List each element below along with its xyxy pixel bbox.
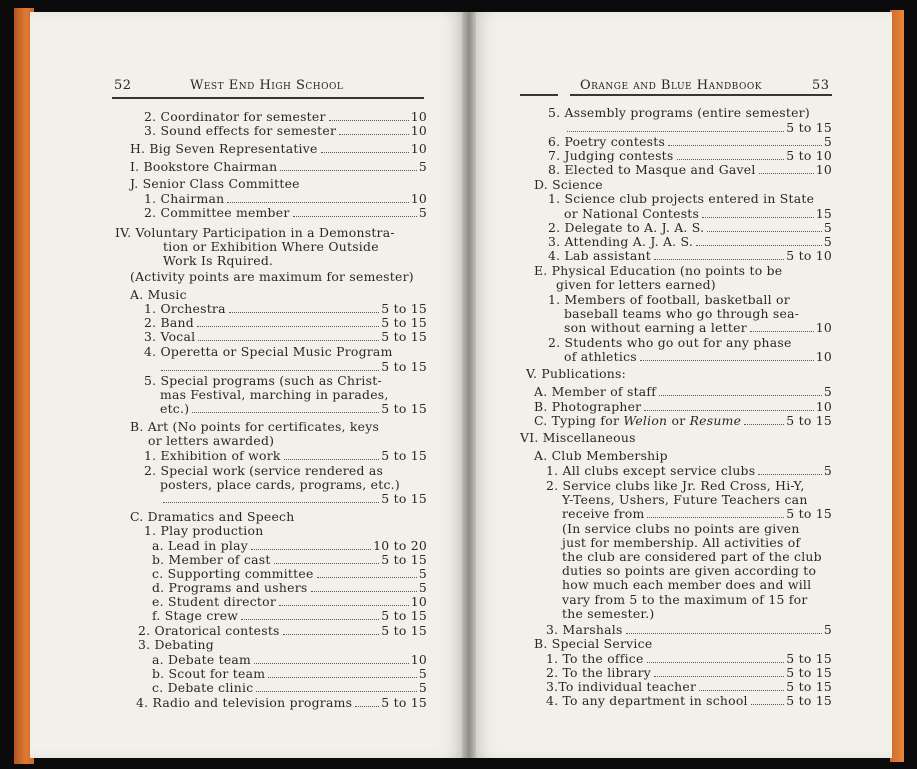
list-item: B. Special Service	[534, 636, 653, 651]
list-item: a. Debate team 10	[152, 652, 427, 667]
section-heading: tion or Exhibition Where Outside	[163, 239, 379, 254]
list-item: 1. Exhibition of work 5 to 15	[144, 448, 427, 463]
list-item: baseball teams who go through sea-	[564, 306, 800, 321]
list-item: C. Dramatics and Speech	[130, 509, 295, 524]
list-item: D. Science	[534, 177, 603, 192]
list-item: 4. Radio and television programs 5 to 15	[136, 695, 427, 710]
list-item: mas Festival, marching in parades,	[160, 387, 389, 402]
list-item: posters, place cards, programs, etc.)	[160, 477, 400, 492]
list-item: Y-Teens, Ushers, Future Teachers can	[562, 492, 808, 507]
right-running-head: Orange and Blue Handbook	[580, 78, 762, 93]
list-item: 2. Coordinator for semester 10	[144, 109, 427, 124]
list-item: b. Member of cast 5 to 15	[152, 552, 427, 567]
list-item: a. Lead in play 10 to 20	[152, 538, 427, 553]
list-item: d. Programs and ushers 5	[152, 580, 427, 595]
section-heading: IV. Voluntary Participation in a Demonstra-	[115, 225, 395, 240]
list-item: B. Photographer 10	[534, 399, 832, 414]
list-item: 3. Debating	[138, 637, 214, 652]
list-item: A. Club Membership	[534, 448, 668, 463]
list-item: 1. Science club projects entered in State	[548, 191, 815, 206]
list-item: 1. Play production	[144, 523, 264, 538]
list-item: 1. Chairman 10	[144, 191, 427, 206]
list-item: 1. All clubs except service clubs 5	[546, 463, 832, 478]
list-item: 7. Judging contests 5 to 10	[548, 148, 832, 163]
list-item: 3. Marshals 5	[546, 622, 832, 637]
list-item: 8. Elected to Masque and Gavel 10	[548, 162, 832, 177]
note-text: just for membership. All activities of	[562, 535, 801, 550]
list-item: c. Supporting committee 5	[152, 566, 427, 581]
list-item: 2. Service clubs like Jr. Red Cross, Hi-Y,	[546, 478, 805, 493]
list-item: son without earning a letter 10	[564, 320, 832, 335]
list-item: 4. Lab assistant 5 to 10	[548, 248, 832, 263]
list-item: 3. Attending A. J. A. S. 5	[548, 234, 832, 249]
left-page-number: 52	[114, 78, 132, 93]
list-item: c. Debate clinic 5	[152, 680, 427, 695]
list-item: or letters awarded)	[148, 433, 275, 448]
list-item: f. Stage crew 5 to 15	[152, 608, 427, 623]
list-item: C. Typing for Welion or Resume 5 to 15	[534, 413, 832, 428]
note-text: (In service clubs no points are given	[562, 521, 800, 536]
list-item: given for letters earned)	[556, 277, 716, 292]
note-text: (Activity points are maximum for semester)	[130, 269, 414, 284]
list-item: 1. Members of football, basketball or	[548, 292, 790, 307]
section-heading: Work Is Rquired.	[163, 253, 274, 268]
note-text: the semester.)	[562, 606, 655, 621]
right-header-rule	[570, 94, 832, 96]
note-text: the club are considered part of the club	[562, 549, 822, 564]
list-item: 1. Orchestra 5 to 15	[144, 301, 427, 316]
list-item: 2. Special work (service rendered as	[144, 463, 384, 478]
list-item: 4. To any department in school 5 to 15	[546, 693, 832, 708]
list-item: B. Art (No points for certificates, keys	[130, 419, 380, 434]
list-item: 5 to 15	[564, 121, 832, 135]
note-text: duties so points are given according to	[562, 563, 817, 578]
right-page-number: 53	[812, 78, 830, 93]
list-item: 5. Special programs (such as Christ-	[144, 373, 382, 388]
list-item: 5. Assembly programs (entire semester)	[548, 105, 810, 120]
list-item: A. Music	[130, 287, 187, 302]
list-item: 5 to 15	[160, 492, 427, 506]
list-item: J. Senior Class Committee	[130, 176, 300, 191]
list-item: 2. Band 5 to 15	[144, 315, 427, 330]
left-header-rule	[112, 97, 424, 99]
list-item: 2. Committee member 5	[144, 205, 427, 220]
list-item: 2. Students who go out for any phase	[548, 335, 792, 350]
list-item: 2. Delegate to A. J. A. S. 5	[548, 220, 832, 235]
list-item: b. Scout for team 5	[152, 666, 427, 681]
list-item: 6. Poetry contests 5	[548, 134, 832, 149]
list-item: or National Contests 15	[564, 206, 832, 221]
list-item: 2. Oratorical contests 5 to 15	[138, 623, 427, 638]
list-item: I. Bookstore Chairman 5	[130, 159, 427, 174]
list-item: 3.To individual teacher 5 to 15	[546, 679, 832, 694]
list-item: A. Member of staff 5	[534, 384, 832, 399]
left-running-head: West End High School	[190, 78, 344, 93]
list-item: E. Physical Education (no points to be	[534, 263, 783, 278]
note-text: how much each member does and will	[562, 577, 812, 592]
list-item: of athletics 10	[564, 349, 832, 364]
list-item: H. Big Seven Representative 10	[130, 141, 427, 156]
list-item: 5 to 15	[158, 360, 427, 374]
list-item: 1. To the office 5 to 15	[546, 651, 832, 666]
book-gutter	[462, 12, 476, 758]
list-item: 3. Vocal 5 to 15	[144, 329, 427, 344]
list-item: receive from 5 to 15	[562, 506, 832, 521]
list-item: etc.) 5 to 15	[160, 401, 427, 416]
section-heading: VI. Miscellaneous	[520, 430, 636, 445]
list-item: 3. Sound effects for semester 10	[144, 123, 427, 138]
list-item: 2. To the library 5 to 15	[546, 665, 832, 680]
book-edge-right	[890, 10, 904, 762]
list-item: 4. Operetta or Special Music Program	[144, 344, 393, 359]
list-item: e. Student director 10	[152, 594, 427, 609]
note-text: vary from 5 to the maximum of 15 for	[562, 592, 808, 607]
section-heading: V. Publications:	[526, 366, 627, 381]
right-header-rule-short	[520, 94, 558, 96]
